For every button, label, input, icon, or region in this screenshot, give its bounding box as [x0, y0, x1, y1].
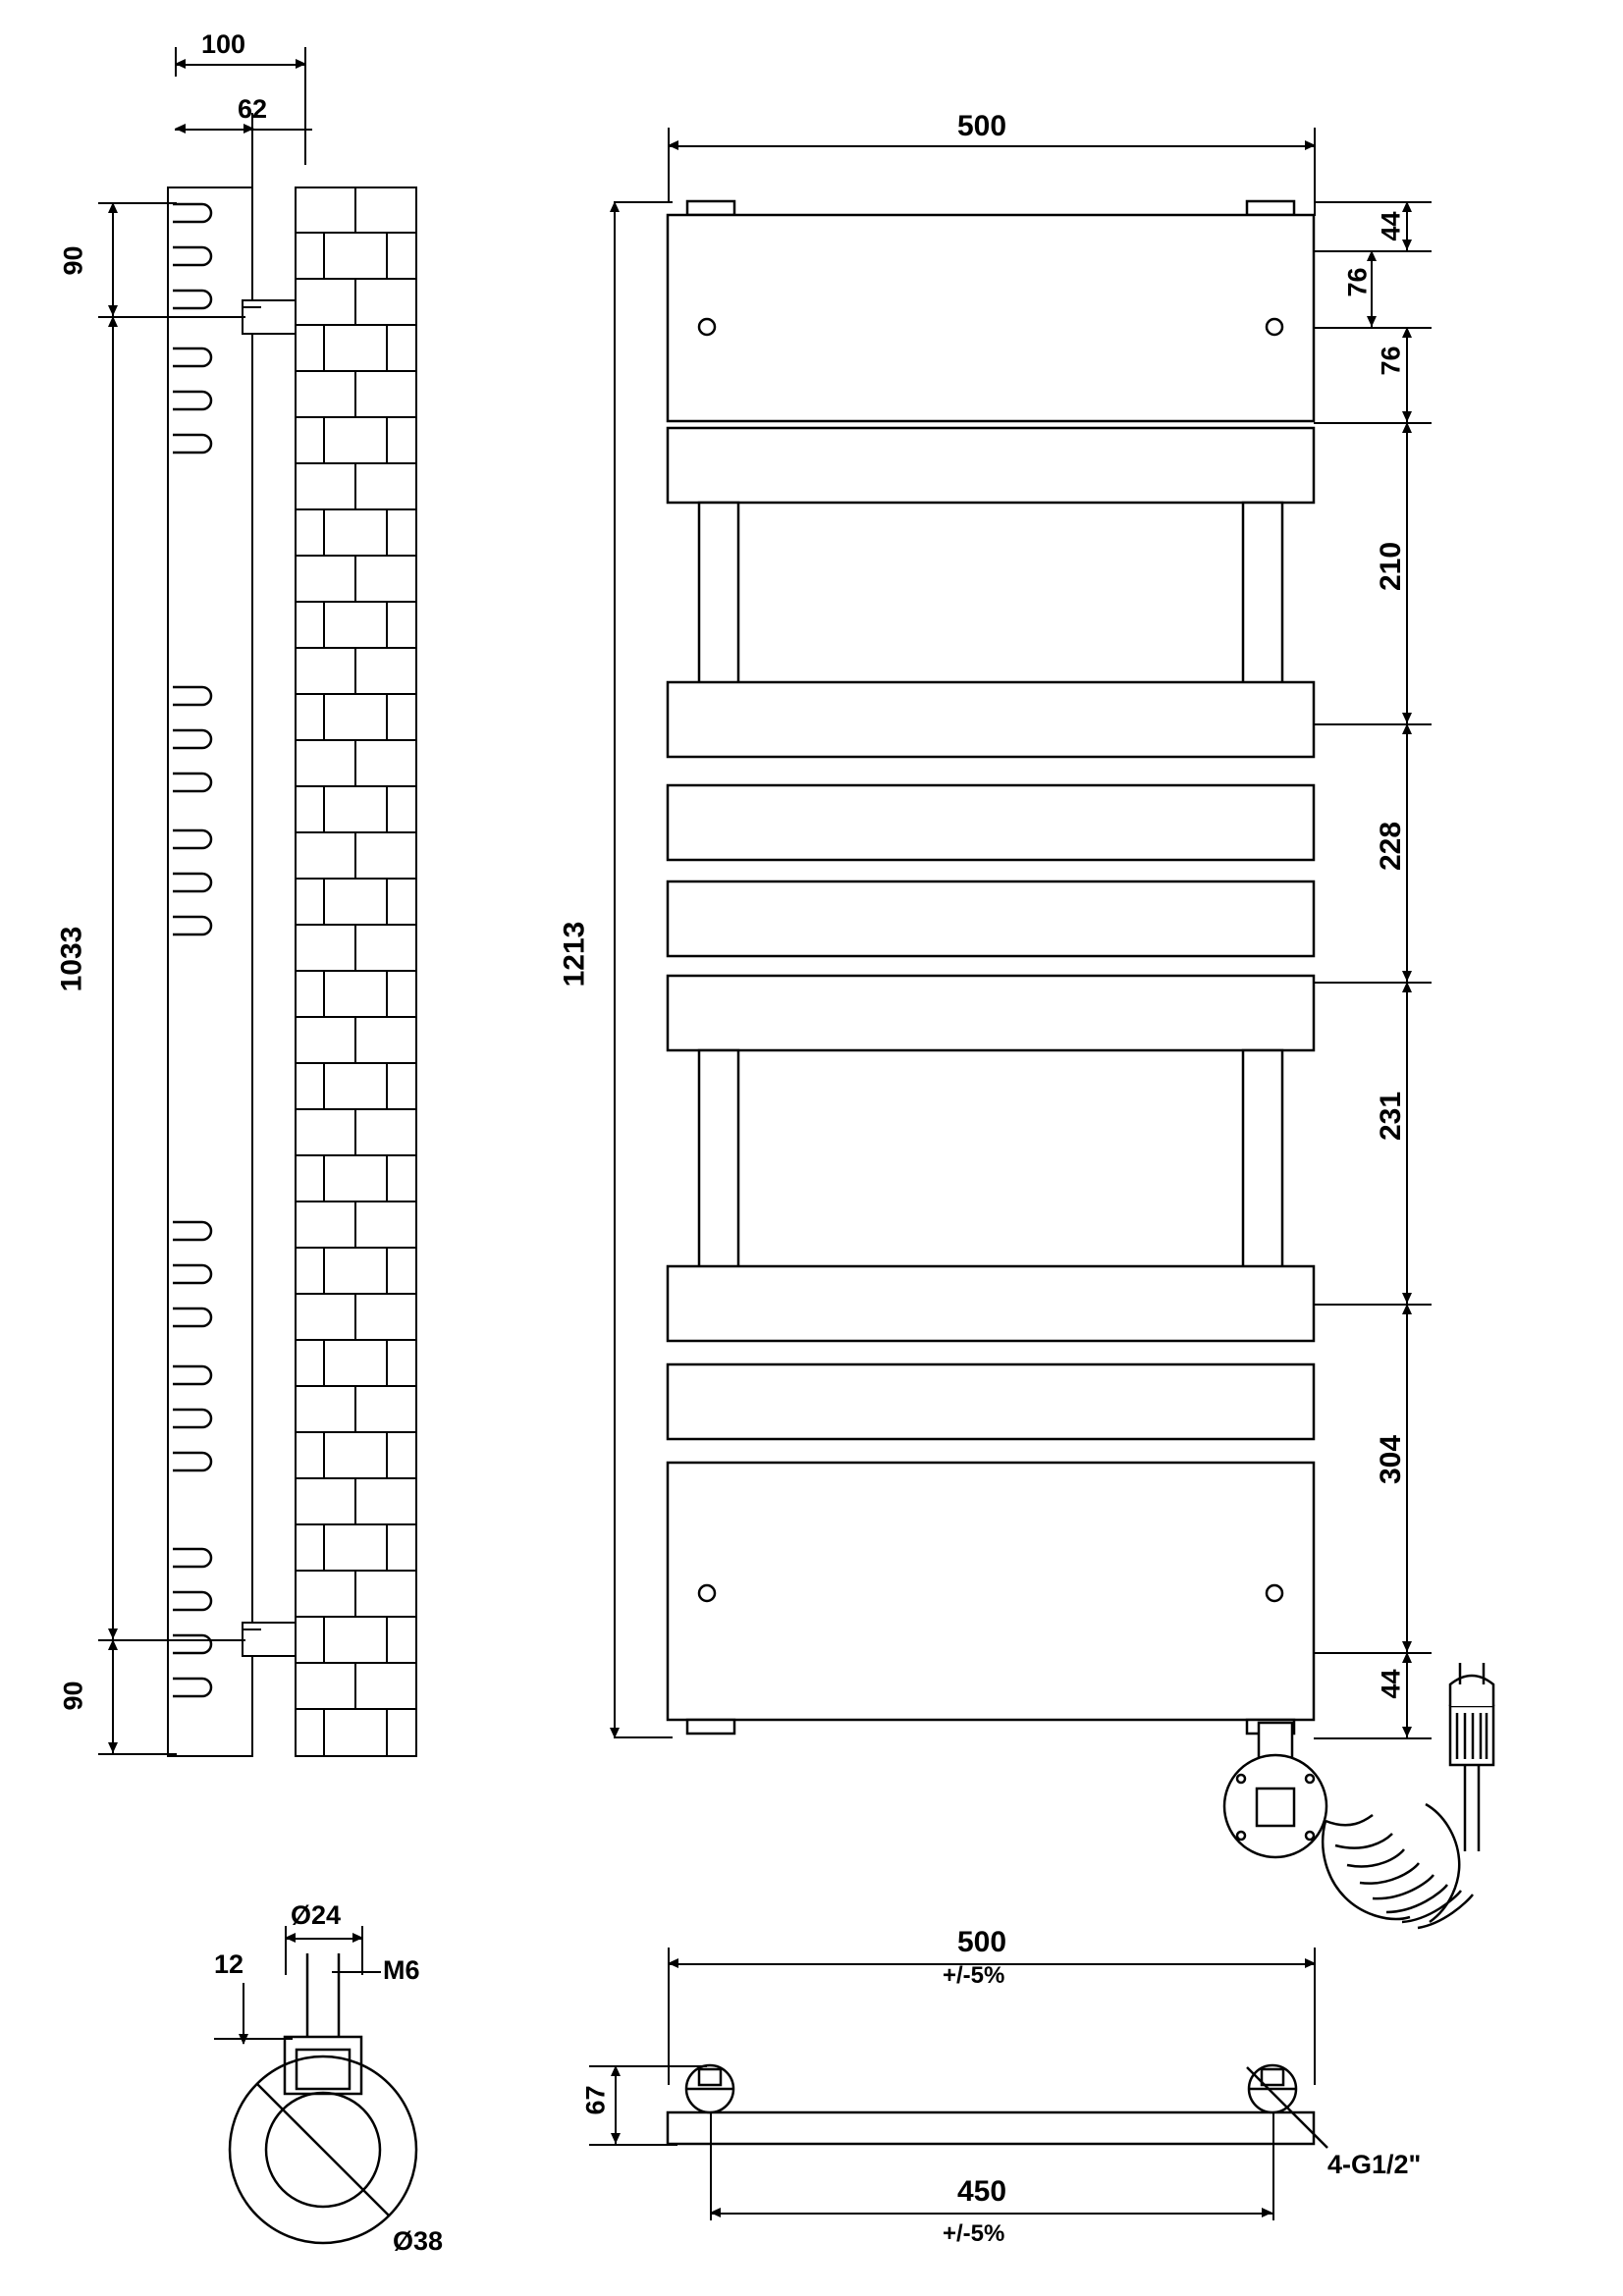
wall-bracket-top [242, 299, 297, 335]
dim-line-90-bottom [112, 1639, 114, 1753]
arrow [1402, 201, 1412, 212]
arrow [1402, 411, 1412, 422]
dim-label-gap-2: 76 [1376, 346, 1406, 376]
dim-label-section-4: 304 [1375, 1434, 1408, 1485]
arrow [1262, 2208, 1272, 2217]
dim-line-1033 [112, 316, 114, 1639]
dim-line-450 [710, 2213, 1272, 2215]
dim-label-thread: M6 [383, 1955, 420, 1985]
ext-line [361, 1926, 363, 1975]
ext-line [1314, 422, 1432, 424]
ext-line [1314, 1652, 1432, 1654]
dim-line-90-top [112, 202, 114, 316]
ext-line [1314, 327, 1432, 329]
ext-line [589, 2065, 707, 2067]
arrow [1402, 982, 1412, 992]
ext-line [304, 47, 306, 165]
dim-label-projection: 67 [580, 2085, 611, 2115]
ext-line [175, 47, 177, 77]
dim-label-plan-width: 500 [957, 1926, 1007, 1958]
ext-line [668, 1948, 670, 2085]
arrow [108, 1629, 118, 1639]
ext-line [589, 2144, 677, 2146]
ext-line [214, 2038, 293, 2040]
ext-line [710, 2112, 712, 2220]
arrow [611, 2065, 621, 2076]
front-view-body [668, 201, 1314, 1737]
side-rail-profile [167, 187, 253, 1757]
arrow [108, 202, 118, 213]
arrow [239, 2034, 248, 2045]
ext-line [285, 1926, 287, 1975]
dim-label-overall-height: 1213 [558, 921, 591, 988]
leader-line-m6 [332, 1971, 381, 1973]
ext-line [614, 201, 673, 203]
ext-line [1272, 2112, 1274, 2220]
wall-hatch [295, 187, 417, 1757]
ext-line [1314, 201, 1432, 203]
ext-line [614, 1736, 673, 1738]
dim-label-bottom-edge: 44 [1376, 1669, 1406, 1699]
arrow [108, 316, 118, 327]
dim-line-67 [615, 2065, 617, 2144]
ext-line [1314, 1304, 1432, 1306]
dim-label-connections: 4-G1/2" [1327, 2150, 1422, 2179]
dim-label-top-edge: 44 [1376, 211, 1406, 241]
arrow [175, 124, 186, 133]
dim-line-100 [175, 64, 306, 66]
arrow [1402, 713, 1412, 723]
dim-label-depth-rail: 62 [238, 94, 268, 124]
arrow [611, 2133, 621, 2144]
dim-label-plan-width-tol: +/-5% [943, 1962, 1005, 1989]
dim-label-bolt-circle: Ø24 [291, 1900, 342, 1930]
arrow [1402, 1293, 1412, 1304]
ext-line [1314, 723, 1432, 725]
arrow [1402, 1652, 1412, 1663]
dim-label-plate-thickness: 12 [214, 1949, 244, 1979]
bracket-detail [242, 306, 261, 308]
arrow [1402, 422, 1412, 433]
arrow [1402, 1304, 1412, 1314]
arrow [1402, 1727, 1412, 1737]
ext-line [98, 1639, 245, 1641]
dim-label-centres-width-tol: +/-5% [943, 2220, 1005, 2247]
dim-label-overall-width: 500 [957, 110, 1007, 142]
arrow [1402, 1641, 1412, 1652]
ext-line [1314, 1948, 1316, 2085]
ext-line [1314, 1737, 1432, 1739]
arrow [1367, 316, 1377, 327]
dim-label-centres-width: 450 [957, 2175, 1007, 2208]
dim-label-bracket-centres: 1033 [55, 926, 88, 992]
arrow [108, 1639, 118, 1650]
dim-label-top-bracket-offset: 90 [58, 245, 88, 276]
arrow [1402, 327, 1412, 338]
dim-line-d24 [285, 1938, 363, 1940]
arrow [1402, 240, 1412, 250]
arrow [1402, 723, 1412, 734]
arrow [108, 1742, 118, 1753]
dim-label-depth-total: 100 [201, 29, 246, 59]
dim-label-bottom-bracket-offset: 90 [58, 1681, 88, 1711]
arrow [710, 2208, 721, 2217]
ext-line [98, 316, 245, 318]
dim-line-1213 [614, 201, 616, 1738]
ext-line [98, 1753, 177, 1755]
ext-line [1314, 982, 1432, 984]
arrow [1367, 250, 1377, 261]
dim-label-section-1: 210 [1375, 541, 1408, 592]
dim-label-section-3: 231 [1375, 1091, 1408, 1142]
arrow [108, 305, 118, 316]
arrow [1402, 971, 1412, 982]
dim-line-231 [1406, 982, 1408, 1304]
dim-label-section-2: 228 [1375, 821, 1408, 872]
dim-line-500-front [668, 145, 1316, 147]
dim-label-gap-1: 76 [1342, 267, 1373, 297]
wall-bracket-bottom [242, 1622, 297, 1657]
dim-label-outer-diameter: Ø38 [393, 2226, 444, 2256]
bracket-detail [242, 1629, 261, 1630]
